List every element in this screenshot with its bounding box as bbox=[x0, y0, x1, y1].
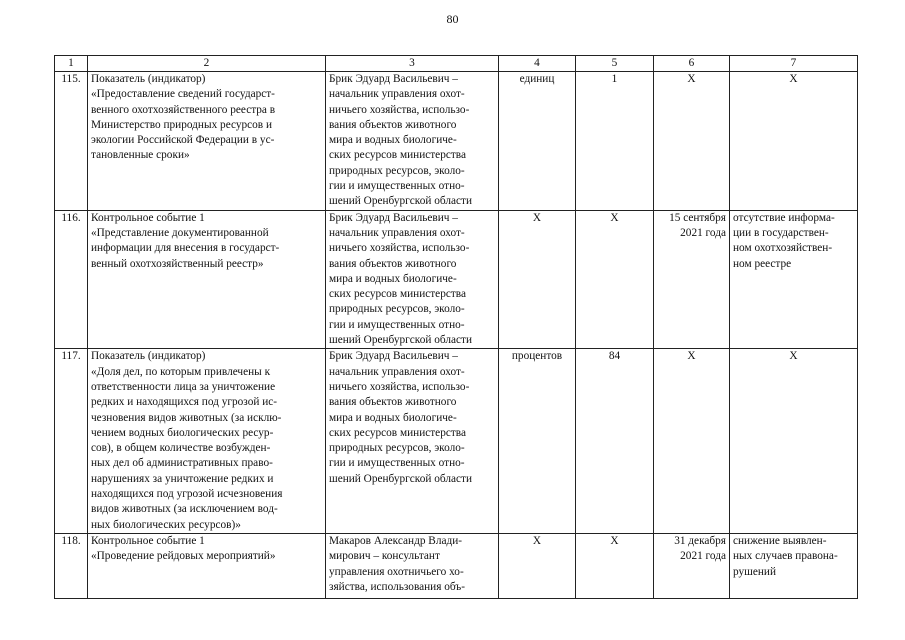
row-unit: единиц bbox=[499, 72, 576, 211]
row-description: Показатель (индикатор) «Предоставление сведений государст- венного охотхозяйственного реестра в Министерство природных ресурсов и экологии Российской Федерации в ус- тановленные сроки» bbox=[88, 72, 326, 211]
header-col-1: 1 bbox=[55, 56, 88, 72]
header-row bbox=[55, 56, 858, 72]
header-col-7: 7 bbox=[730, 56, 858, 72]
row-unit: X bbox=[499, 533, 576, 598]
header-col-2: 2 bbox=[88, 56, 326, 72]
row-unit: X bbox=[499, 210, 576, 349]
row-description: Контрольное событие 1 «Проведение рейдовых мероприятий» bbox=[88, 533, 326, 598]
row-unit: процентов bbox=[499, 349, 576, 534]
row-value: X bbox=[576, 533, 654, 598]
row-note: X bbox=[730, 349, 858, 534]
row-date: 31 декабря 2021 года bbox=[654, 533, 730, 598]
row-date: 15 сентября 2021 года bbox=[654, 210, 730, 349]
row-description: Показатель (индикатор) «Доля дел, по которым привлечены к ответственности лица за уничтожение редких и находящихся под угрозой ис- чезновения видов животных (за исклю- чением водных биологических ресур- сов), в общем количестве возбужден- ных дел об административных право- нарушениях за уничтожение редких и находящихся под угрозой исчезновения видов животных (за исключением вод- ных биологических ресурсов)» bbox=[88, 349, 326, 534]
row-number: 118. bbox=[55, 533, 88, 598]
row-number: 116. bbox=[55, 210, 88, 349]
header-col-3: 3 bbox=[326, 56, 499, 72]
page-number: 80 bbox=[446, 12, 459, 26]
row-description: Контрольное событие 1 «Представление документированной информации для внесения в государст- венный охотхозяйственный реестр» bbox=[88, 210, 326, 349]
row-value: 84 bbox=[576, 349, 654, 534]
row-note: отсутствие информа- ции в государствен- ном охотхозяйствен- ном реестре bbox=[730, 210, 858, 349]
row-value: X bbox=[576, 210, 654, 349]
row-responsible: Брик Эдуард Васильевич – начальник управления охот- ничьего хозяйства, использо- вания объектов животного мира и водных биологиче- ских ресурсов министерства природных ресурсов, эколо- гии и имущественных отно- шений Оренбургской области bbox=[326, 349, 499, 534]
report-table bbox=[54, 55, 858, 599]
row-number: 117. bbox=[55, 349, 88, 534]
table-row bbox=[55, 72, 858, 211]
header-col-4: 4 bbox=[499, 56, 576, 72]
header-col-6: 6 bbox=[654, 56, 730, 72]
row-date: X bbox=[654, 349, 730, 534]
table-row bbox=[55, 210, 858, 349]
row-responsible: Брик Эдуард Васильевич – начальник управления охот- ничьего хозяйства, использо- вания объектов животного мира и водных биологиче- ских ресурсов министерства природных ресурсов, эколо- гии и имущественных отно- шений Оренбургской области bbox=[326, 210, 499, 349]
row-date: X bbox=[654, 72, 730, 211]
row-note: снижение выявлен- ных случаев правона- рушений bbox=[730, 533, 858, 598]
row-responsible: Брик Эдуард Васильевич – начальник управления охот- ничьего хозяйства, использо- вания объектов животного мира и водных биологиче- ских ресурсов министерства природных ресурсов, эколо- гии и имущественных отно- шений Оренбургской области bbox=[326, 72, 499, 211]
row-note: X bbox=[730, 72, 858, 211]
row-responsible: Макаров Александр Влади- мирович – консультант управления охотничьего хо- зяйства, использования объ- bbox=[326, 533, 499, 598]
table-row bbox=[55, 349, 858, 534]
row-value: 1 bbox=[576, 72, 654, 211]
header-col-5: 5 bbox=[576, 56, 654, 72]
row-number: 115. bbox=[55, 72, 88, 211]
table-row bbox=[55, 533, 858, 598]
